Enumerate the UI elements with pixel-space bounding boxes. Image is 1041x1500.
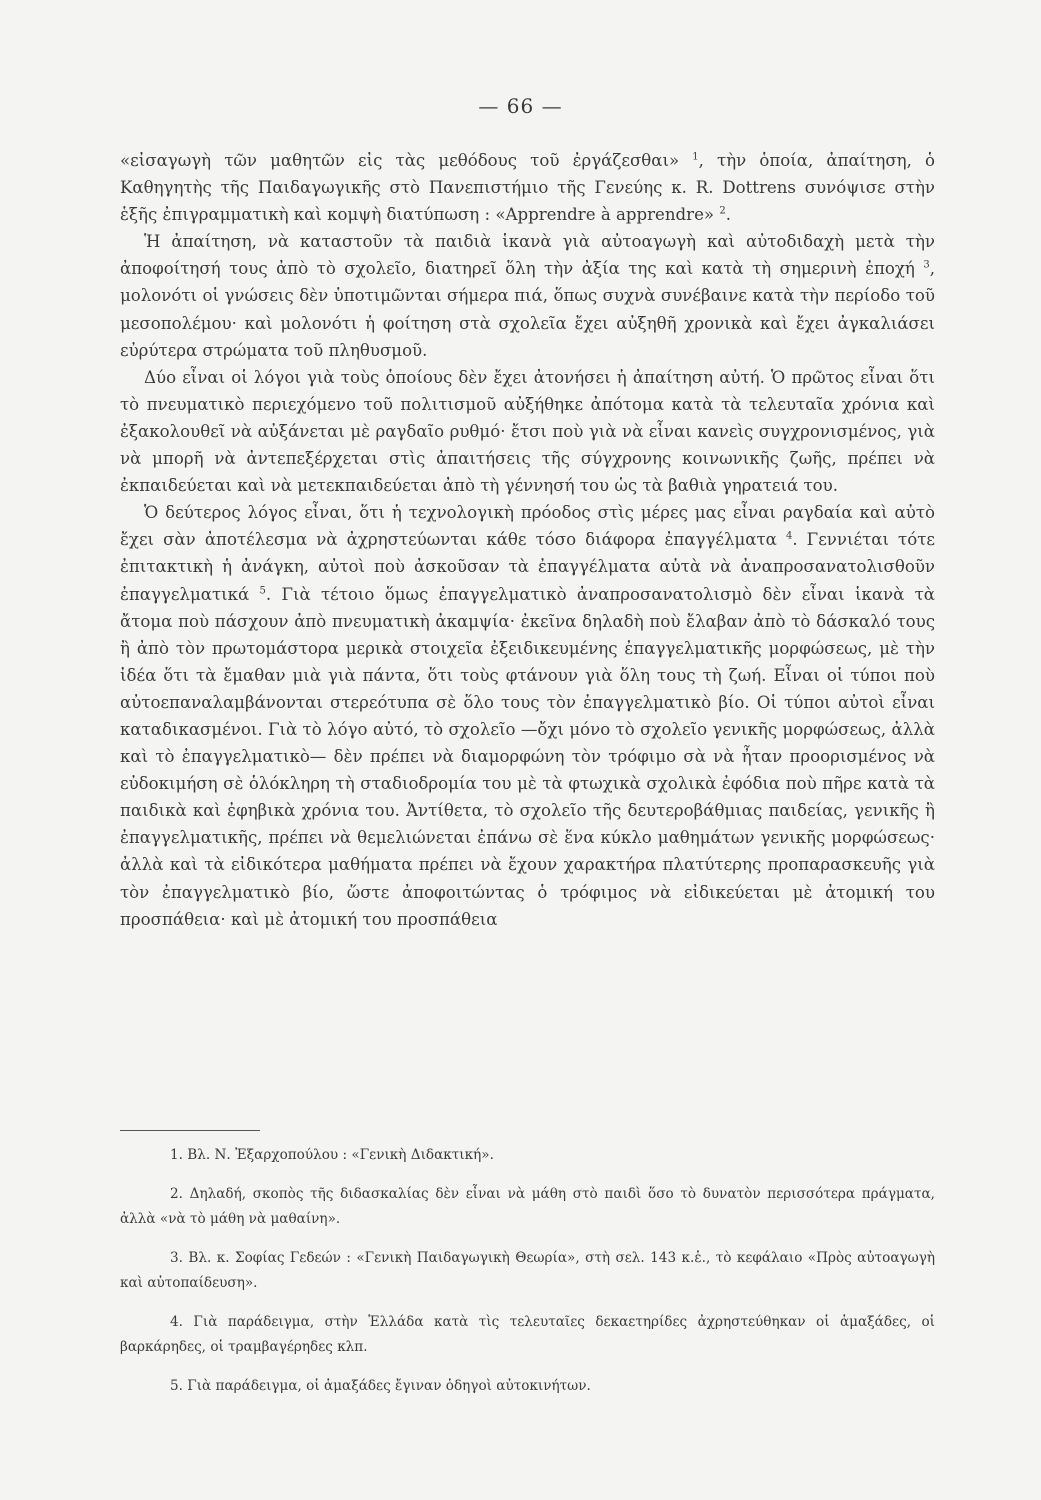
footnote: 1. Βλ. Ν. Ἐξαρχοπούλου : «Γενικὴ Διδακτική». [170, 1147, 494, 1163]
page-number: — 66 — [478, 94, 563, 118]
footnote-ref: 2 [719, 205, 726, 217]
footnote-ref: 4 [785, 530, 793, 542]
footnote-rule [120, 1130, 260, 1131]
paragraph [120, 228, 935, 363]
footnote-ref: 5 [259, 584, 266, 596]
footnote: 4. Γιὰ παράδειγμα, στὴν Ἑλλάδα κατὰ τὶς τελευταῖες δεκαετηρίδες ἀχρηστεύθηκαν οἱ ἁμαξάδες, οἱ βαρκάρηδες, οἱ τραμβαγέρηδες κλπ. [120, 1314, 935, 1355]
paragraph [120, 364, 935, 499]
paragraph [120, 147, 935, 228]
paragraph-text: , μολονότι οἱ γνώσεις δὲν ὑποτιμῶνται σήμερα πιά, ὅπως συχνὰ συνέβαινε κατὰ τὴν περίοδο τοῦ μεσοπολέμου· καὶ μολονότι ἡ φοίτηση στὰ σχολεῖα ἔχει αὐξηθῆ χρονικὰ καὶ ἔχει ἀγκαλιάσει εὐρύτερα στρώματα τοῦ πληθυσμοῦ. [120, 259, 935, 360]
paragraph-text: . [725, 205, 732, 225]
paragraph-text: «εἰσαγωγὴ τῶν μαθητῶν εἰς τὰς μεθόδους τοῦ ἐργάζεσθαι» [120, 151, 693, 170]
footnote: 2. Δηλαδή, σκοπὸς τῆς διδασκαλίας δὲν εἶναι νὰ μάθη στὸ παιδὶ ὅσο τὸ δυνατὸν περισσότερα πράγματα, ἀλλὰ «νὰ τὸ μάθη νὰ μαθαίνη». [120, 1186, 935, 1227]
footnote-ref: 3 [923, 259, 930, 271]
paragraph [120, 499, 935, 933]
main-text [120, 147, 935, 933]
paragraph-text: Ἡ ἀπαίτηση, νὰ καταστοῦν τὰ παιδιὰ ἱκανὰ γιὰ αὐτοαγωγὴ καὶ αὐτοδιδαχὴ μετὰ τὴν ἀποφοίτησή τους ἀπὸ τὸ σχολεῖο, διατηρεῖ ὅλη τὴν ἀξία της καὶ κατὰ τὴ σημερινὴ ἐποχή [120, 232, 935, 279]
footnotes [120, 1143, 935, 1413]
paragraph-text: . Γιὰ τέτοιο ὅμως ἐπαγγελματικὸ ἀναπροσανατολισμὸ δὲν εἶναι ἱκανὰ τὰ ἄτομα ποὺ πάσχουν ἀπὸ πνευματικὴ ἀκαμψία· ἐκεῖνα δηλαδὴ ποὺ ἔλαβαν ἀπὸ τὸ δάσκαλό τους ἢ ἀπὸ τὸν πρωτομάστορα μερικὰ στοιχεῖα ἐξειδικευμένης ἐπαγγελματικῆς μορφώσεως, μὲ τὴν ἰδέα ὅτι τὰ ἔμαθαν μιὰ γιὰ πάντα, ὅτι τοὺς φτάνουν γιὰ ὅλη τους τὴ ζωή. Εἶναι οἱ τύποι ποὺ αὐτοεπαναλαμβάνονται στερεότυπα σὲ ὅλο τους τὸν ἐπαγγελματικὸ βίο. Οἱ τύποι αὐτοὶ εἶναι καταδικασμένοι. Γιὰ τὸ λόγο αὐτό, τὸ σχολεῖο —ὄχι μόνο τὸ σχολεῖο γενικῆς μορφώσεως, ἀλλὰ καὶ τὸ ἐπαγγελματικὸ— δὲν πρέπει νὰ διαμορφώνη τὸν τρόφιμο σὰ νὰ ἦταν προορισμένος νὰ εὐδοκιμήση σὲ ὁλόκληρη τὴ σταδιοδρομία του μὲ τὰ φτωχικὰ σχολικὰ ἐφόδια ποὺ πῆρε κατὰ τὰ παιδικὰ καὶ ἐφηβικὰ χρόνια του. Ἀντίθετα, τὸ σχολεῖο τῆς δευτεροβάθμιας παιδείας, γενικῆς ἢ ἐπαγγελματικῆς, πρέπει νὰ θεμελιώνεται ἐπάνω σὲ ἕνα κύκλο μαθημάτων γενικῆς μορφώσεως· ἀλλὰ καὶ τὰ εἰδικότερα μαθήματα πρέπει νὰ ἔχουν χαρακτήρα πλατύτερης προπαρασκευῆς γιὰ τὸν ἐπαγγελματικὸ βίο, ὥστε ἀποφοιτώντας ὁ τρόφιμος νὰ εἰδικεύεται μὲ ἀτομική του προσπάθεια· καὶ μὲ ἀτομική του προσπάθεια [120, 584, 935, 929]
paragraph-text: , τὴν ὁποία, ἀπαίτηση, ὁ Καθηγητὴς τῆς Παιδαγωγικῆς στὸ Πανεπιστήμιο τῆς Γενεύης κ. R. Dottrens συνόψισε στὴν ἑξῆς ἐπιγραμματικὴ καὶ κομψὴ διατύπωση : «Apprendre à apprendre» [120, 151, 935, 225]
footnote: 5. Γιὰ παράδειγμα, οἱ ἁμαξάδες ἔγιναν ὁδηγοὶ αὐτοκινήτων. [170, 1378, 591, 1394]
paragraph-text: Δύο εἶναι οἱ λόγοι γιὰ τοὺς ὁποίους δὲν ἔχει ἀτονήσει ἡ ἀπαίτηση αὐτή. Ὁ πρῶτος εἶναι ὅτι τὸ πνευματικὸ περιεχόμενο τοῦ πολιτισμοῦ αὐξήθηκε ἀπότομα κατὰ τὰ τελευταῖα χρόνια καὶ ἐξακολουθεῖ νὰ αὐξάνεται μὲ ραγδαῖο ρυθμό· ἔτσι ποὺ γιὰ νὰ εἶναι κανεὶς συγχρονισμένος, γιὰ νὰ μπορῆ νὰ ἀντεπεξέρχεται στὶς ἀπαιτήσεις τῆς σύγχρονης κοινωνικῆς ζωῆς, πρέπει νὰ ἐκπαιδεύεται καὶ νὰ μετεκπαιδεύεται ἀπὸ τὴ γέννησή του ὡς τὰ βαθιὰ γηρατειά του. [120, 367, 935, 496]
paragraph-text: . Γεννιέται τότε ἐπιτακτικὴ ἡ ἀνάγκη, αὐτοὶ ποὺ ἀσκοῦσαν τὰ ἐπαγγέλματα αὐτὰ νὰ ἀναπροσανατολισθοῦν ἐπαγγελματικά [120, 530, 935, 604]
paragraph-text: Ὁ δεύτερος λόγος εἶναι, ὅτι ἡ τεχνολογικὴ πρόοδος στὶς μέρες μας εἶναι ραγδαία καὶ αὐτὸ ἔχει σὰν ἀποτέλεσμα νὰ ἀχρηστεύωνται κάθε τόσο διάφορα ἐπαγγέλματα [120, 503, 935, 550]
footnote: 3. Βλ. κ. Σοφίας Γεδεών : «Γενικὴ Παιδαγωγικὴ Θεωρία», στὴ σελ. 143 κ.ἑ., τὸ κεφάλαιο «Πρὸς αὐτοαγωγὴ καὶ αὐτοπαίδευση». [120, 1250, 935, 1291]
footnote-ref: 1 [692, 151, 699, 163]
